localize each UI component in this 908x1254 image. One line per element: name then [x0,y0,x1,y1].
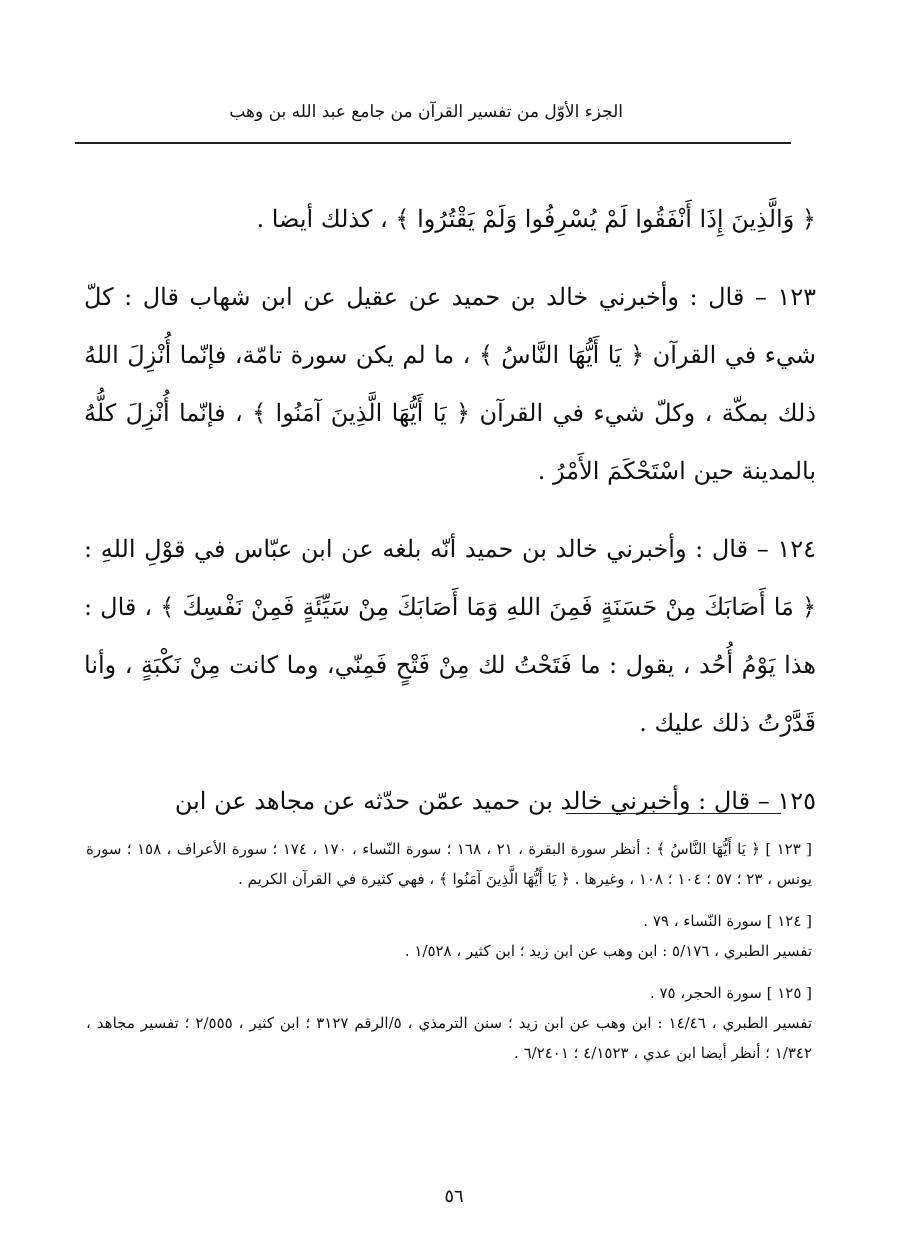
running-header: الجزء الأوّل من تفسير القرآن من جامع عبد الله بن وهب [229,102,623,122]
footnote-rule [566,813,781,814]
footnote-124-source: تفسير الطبري ، ٥/١٧٦ : ابن وهب عن ابن زيد ؛ ابن كثير ، ١/٥٢٨ . [404,942,812,960]
footnotes [86,834,812,1068]
footnote-123: [ ١٢٣ ] ﴿ يَا أَيُّهَا النَّاسُ ﴾ : أنظر سورة البقرة ، ٢١ ، ١٦٨ ؛ سورة النّساء ، ١٧٠ ، ١٧٤ ؛ سورة الأعراف ، ١٥٨ ؛ سورة يونس ، ٢٣ ؛ ٥٧ ؛ ١٠٤ ؛ ١٠٨ ، وغيرها . ﴿ يَا أَيُّهَا الَّذِينَ آمَنُوا ﴾ ، فهي كثيرة في القرآن الكريم . [86,840,812,888]
footnote-125-source: تفسير الطبري ، ١٤/٤٦ : ابن وهب عن ابن زيد ؛ سنن الترمذي ، ٥/الرقم ٣١٢٧ ؛ ابن كثير ، ٢/٥٥٥ ؛ تفسير مجاهد ، ١/٣٤٢ ؛ أنظر أيضا ابن عدي ، ٤/١٥٢٣ ؛ ٦/٢٤٠١ . [86,1014,812,1062]
page-number: ٥٦ [444,1186,464,1207]
header-rule [75,142,791,144]
paragraph-continuation: ﴿ وَالَّذِينَ إِذَا أَنْفَقُوا لَمْ يُسْرِفُوا وَلَمْ يَقْتُرُوا ﴾ ، كذلك أيضا . [256,205,816,233]
footnote-124: [ ١٢٤ ] سورة النّساء ، ٧٩ . [643,912,812,930]
paragraph-123: ١٢٣ – قال : وأخبرني خالد بن حميد عن عقيل عن ابن شهاب قال : كلّ شيء في القرآن ﴿ يَا أَيُّهَا النَّاسُ ﴾ ، ما لم يكن سورة تامّة، فإنّما أُنْزِلَ اللهُ ذلك بمكّة ، وكلّ شيء في القرآن ﴿ يَا أَيُّهَا الَّذِينَ آمَنُوا ﴾ ، فإنّما أُنْزِلَ كلُّهُ بالمدينة حين اسْتَحْكَمَ الأَمْرُ . [84,283,816,485]
footnote-125: [ ١٢٥ ] سورة الحجر، ٧٥ . [649,984,812,1002]
main-text [84,190,816,830]
paragraph-125: ١٢٥ – قال : وأخبرني خالد بن حميد عمّن حدّثه عن مجاهد عن ابن [174,787,816,815]
paragraph-124: ١٢٤ – قال : وأخبرني خالد بن حميد أنّه بلغه عن ابن عبّاس في قوْلِ اللهِ : ﴿ مَا أَصَابَكَ مِنْ حَسَنَةٍ فَمِنَ اللهِ وَمَا أَصَابَكَ مِنْ سَيِّئَةٍ فَمِنْ نَفْسِكَ ﴾ ، قال : هذا يَوْمُ أُحُد ، يقول : ما فَتَحْتُ لك مِنْ فَتْحٍ فَمِنّي، وما كانت مِنْ نَكْبَةٍ ، وأنا قَدَّرْتُ ذلك عليك . [84,535,816,737]
